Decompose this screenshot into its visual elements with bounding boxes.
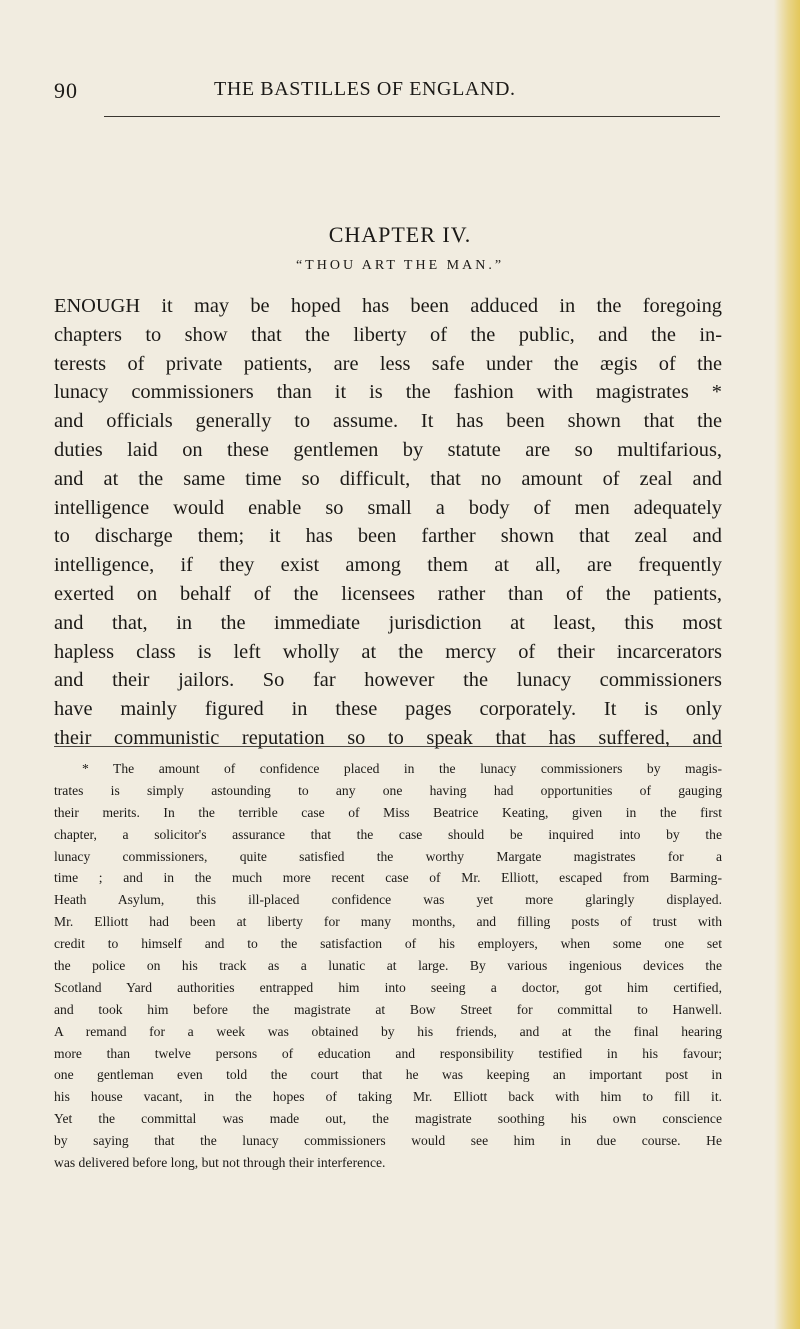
footnote-line: his house vacant, in the hopes of taking Mr. Elliott back with him to fill it. [54, 1089, 722, 1105]
page-number: 90 [54, 78, 78, 103]
page-edge [774, 0, 800, 1329]
footnote-line: Yet the committal was made out, the magistrate soothing his own conscience [54, 1111, 722, 1127]
footnote-line: by saying that the lunacy commissioners would see him in due course. He [54, 1133, 722, 1149]
header-rule [104, 116, 720, 117]
footnote-line: trates is simply astounding to any one having had opportunities of gauging [54, 782, 722, 798]
footnote-line: A remand for a week was obtained by his friends, and at the final hearing [54, 1023, 722, 1039]
body-line: and that, in the immediate jurisdiction at least, this most [54, 611, 722, 634]
body-line: intelligence would enable so small a body of men adequately [54, 496, 722, 519]
body-line: and at the same time so difficult, that no amount of zeal and [54, 467, 722, 490]
body-line: lunacy commissioners than it is the fashion with magistrates * [54, 381, 722, 404]
footnote-line: lunacy commissioners, quite satisfied the worthy Margate magistrates for a [54, 848, 722, 864]
running-title: THE BASTILLES OF ENGLAND. [214, 78, 516, 100]
footnote-line: Mr. Elliott had been at liberty for many months, and filling posts of trust with [54, 914, 722, 930]
body-text [54, 292, 722, 753]
body-line: duties laid on these gentlemen by statute are so multifarious, [54, 438, 722, 461]
footnote-line: credit to himself and to the satisfaction of his employers, when some one set [54, 936, 722, 952]
body-line: ENOUGH it may be hoped has been adduced in the foregoing [54, 295, 722, 317]
footnote-line: chapter, a solicitor's assurance that the case should be inquired into by the [54, 826, 722, 842]
footnote-rule [54, 746, 722, 747]
body-line: hapless class is left wholly at the mercy of their incarcerators [54, 640, 722, 663]
body-line: to discharge them; it has been farther shown that zeal and [54, 525, 722, 548]
body-line: terests of private patients, are less safe under the ægis of the [54, 352, 722, 375]
body-line: and officials generally to assume. It has been shown that the [54, 410, 722, 433]
chapter-title: CHAPTER IV. [328, 222, 472, 247]
chapter-subtitle: “THOU ART THE MAN.” [295, 258, 505, 273]
footnote-line: and took him before the magistrate at Bow Street for committal to Hanwell. [54, 1001, 722, 1017]
footnote-line: more than twelve persons of education and responsibility testified in his favour; [54, 1045, 722, 1061]
footnote-line: * The amount of confidence placed in the lunacy commissioners by magis- [82, 761, 722, 776]
footnote-line: the police on his track as a lunatic at large. By various ingenious devices the [54, 958, 722, 974]
body-line: exerted on behalf of the licensees rather than of the patients, [54, 582, 722, 605]
body-line: have mainly figured in these pages corporately. It is only [54, 698, 722, 721]
body-line: their communistic reputation so to speak that has suffered, and [54, 726, 722, 749]
footnote-line: time ; and in the much more recent case of Mr. Elliott, escaped from Barming- [54, 870, 722, 886]
body-line: chapters to show that the liberty of the public, and the in- [54, 323, 722, 346]
footnote-line: Heath Asylum, this ill-placed confidence was yet more glaringly displayed. [54, 892, 722, 908]
body-line: intelligence, if they exist among them at all, are frequently [54, 554, 722, 577]
footnote-line: was delivered before long, but not through their interference. [54, 1155, 386, 1171]
footnote-line: their merits. In the terrible case of Miss Beatrice Keating, given in the first [54, 804, 722, 820]
body-line: and their jailors. So far however the lunacy commissioners [54, 669, 722, 692]
running-head [54, 78, 722, 104]
footnote-line: one gentleman even told the court that he was keeping an important post in [54, 1067, 722, 1083]
footnote-line: Scotland Yard authorities entrapped him into seeing a doctor, got him certified, [54, 979, 722, 995]
footnote [54, 758, 722, 1174]
